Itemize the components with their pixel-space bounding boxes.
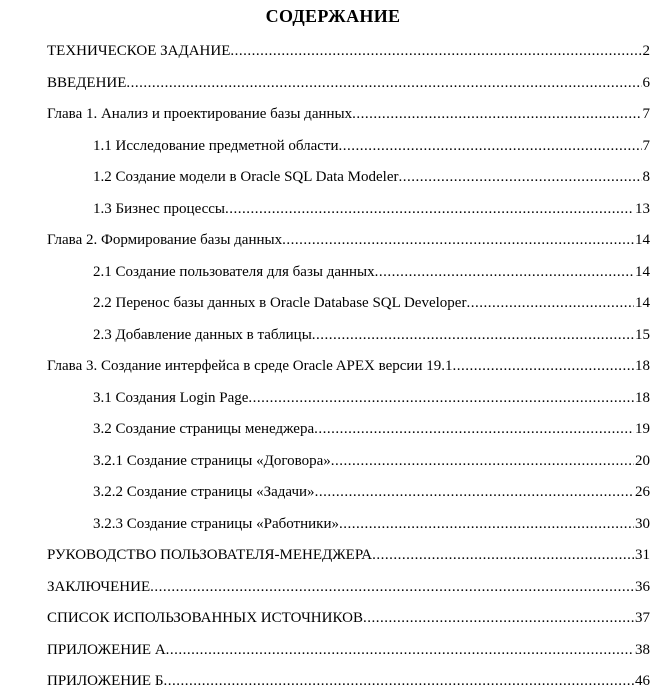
toc-page-number: 46	[635, 673, 650, 689]
toc-dot-leader	[331, 446, 634, 478]
toc-page-number: 7	[642, 137, 650, 154]
toc-entry-title: Глава 1. Анализ и проектирование базы данных	[47, 106, 353, 122]
toc-entry-title: ЗАКЛЮЧЕНИЕ	[47, 578, 151, 595]
toc-entry-title: 2.2 Перенос базы данных в Oracle Database SQL Developer	[93, 295, 467, 311]
toc-entry[interactable]	[0, 194, 666, 226]
toc-page-number: 7	[642, 106, 650, 122]
toc-entry-title: 2.1 Создание пользователя для базы данных	[93, 263, 375, 280]
toc-entry[interactable]	[0, 414, 666, 446]
toc-dot-leader	[352, 99, 641, 131]
toc-page-number: 18	[635, 389, 650, 406]
toc-dot-leader	[339, 509, 634, 541]
toc-entry-title: 3.2.2 Создание страницы «Задачи»	[93, 484, 315, 500]
toc-dot-leader	[312, 320, 634, 352]
page-title: СОДЕРЖАНИЕ	[265, 6, 401, 26]
toc-entry[interactable]	[0, 477, 666, 509]
toc-page-number: 8	[642, 169, 650, 185]
toc-page-number: 26	[635, 484, 650, 500]
toc-entry-title: 3.2.3 Создание страницы «Работники»	[93, 515, 339, 532]
toc-dot-leader	[399, 162, 642, 194]
toc-entry-title: Глава 2. Формирование базы данных	[47, 232, 283, 248]
toc-dot-leader	[248, 383, 634, 415]
toc-dot-leader	[150, 572, 634, 604]
toc-entry[interactable]	[0, 320, 666, 352]
toc-entry[interactable]	[0, 36, 666, 68]
toc-entry[interactable]	[0, 383, 666, 415]
toc-dot-leader	[166, 635, 634, 667]
toc-entry-title: 3.2.1 Создание страницы «Договора»	[93, 452, 331, 469]
toc-entry[interactable]	[0, 540, 666, 572]
toc-entry-title: ПРИЛОЖЕНИЕ А	[47, 641, 166, 658]
toc-entry-title: 1.2 Создание модели в Oracle SQL Data Modeler	[93, 169, 399, 185]
toc-entry[interactable]	[0, 257, 666, 289]
toc-page-number: 36	[635, 578, 650, 595]
toc-page-number: 6	[642, 74, 650, 91]
toc-dot-leader	[314, 414, 634, 446]
toc-dot-leader	[363, 603, 634, 635]
toc-page-number: 14	[635, 263, 650, 280]
toc-dot-leader	[225, 194, 634, 226]
toc-entry[interactable]	[0, 131, 666, 163]
toc-entry-title: РУКОВОДСТВО ПОЛЬЗОВАТЕЛЯ-МЕНЕДЖЕРА	[47, 547, 373, 563]
toc-page-number: 13	[635, 200, 650, 217]
toc-page-number: 2	[642, 43, 650, 59]
toc-page-number: 20	[635, 452, 650, 469]
toc-dot-leader	[452, 351, 634, 383]
toc-page-number: 31	[635, 547, 650, 563]
toc-dot-leader	[230, 36, 641, 68]
toc-entry[interactable]	[0, 635, 666, 667]
toc-entry[interactable]	[0, 446, 666, 478]
toc-dot-leader	[466, 288, 634, 320]
toc-entry[interactable]	[0, 225, 666, 257]
toc-entry-title: ТЕХНИЧЕСКОЕ ЗАДАНИЕ	[47, 43, 231, 59]
toc-page-number: 14	[635, 232, 650, 248]
toc-page-number: 14	[635, 295, 650, 311]
toc-entry-title: Глава 3. Создание интерфейса в среде Oracle APEX версии 19.1	[47, 358, 453, 374]
toc-entry-title: ВВЕДЕНИЕ	[47, 74, 127, 91]
toc-entry-title: ПРИЛОЖЕНИЕ Б	[47, 673, 164, 689]
toc-dot-leader	[315, 477, 634, 509]
toc-entry[interactable]	[0, 572, 666, 604]
toc-entry[interactable]	[0, 351, 666, 383]
toc-entry[interactable]	[0, 68, 666, 100]
toc-entry[interactable]	[0, 288, 666, 320]
toc-entry-title: 1.3 Бизнес процессы	[93, 200, 226, 217]
toc-entry-title: 1.1 Исследование предметной области	[93, 137, 339, 154]
toc-page-number: 38	[635, 641, 650, 658]
toc-dot-leader	[372, 540, 634, 572]
toc-page-number: 15	[635, 326, 650, 343]
toc-dot-leader	[339, 131, 642, 163]
toc-page-number: 19	[635, 421, 650, 437]
table-of-contents	[0, 36, 666, 698]
toc-dot-leader	[126, 68, 641, 100]
toc-dot-leader	[375, 257, 634, 289]
toc-entry-title: СПИСОК ИСПОЛЬЗОВАННЫХ ИСТОЧНИКОВ	[47, 610, 363, 626]
toc-entry[interactable]	[0, 603, 666, 635]
toc-entry[interactable]	[0, 509, 666, 541]
toc-dot-leader	[282, 225, 634, 257]
toc-page-number: 37	[635, 610, 650, 626]
toc-page-number: 18	[635, 358, 650, 374]
toc-entry-title: 2.3 Добавление данных в таблицы	[93, 326, 312, 343]
toc-page-number: 30	[635, 515, 650, 532]
toc-entry[interactable]	[0, 99, 666, 131]
toc-entry-title: 3.2 Создание страницы менеджера	[93, 421, 315, 437]
toc-entry-title: 3.1 Создания Login Page	[93, 389, 249, 406]
toc-entry[interactable]	[0, 162, 666, 194]
